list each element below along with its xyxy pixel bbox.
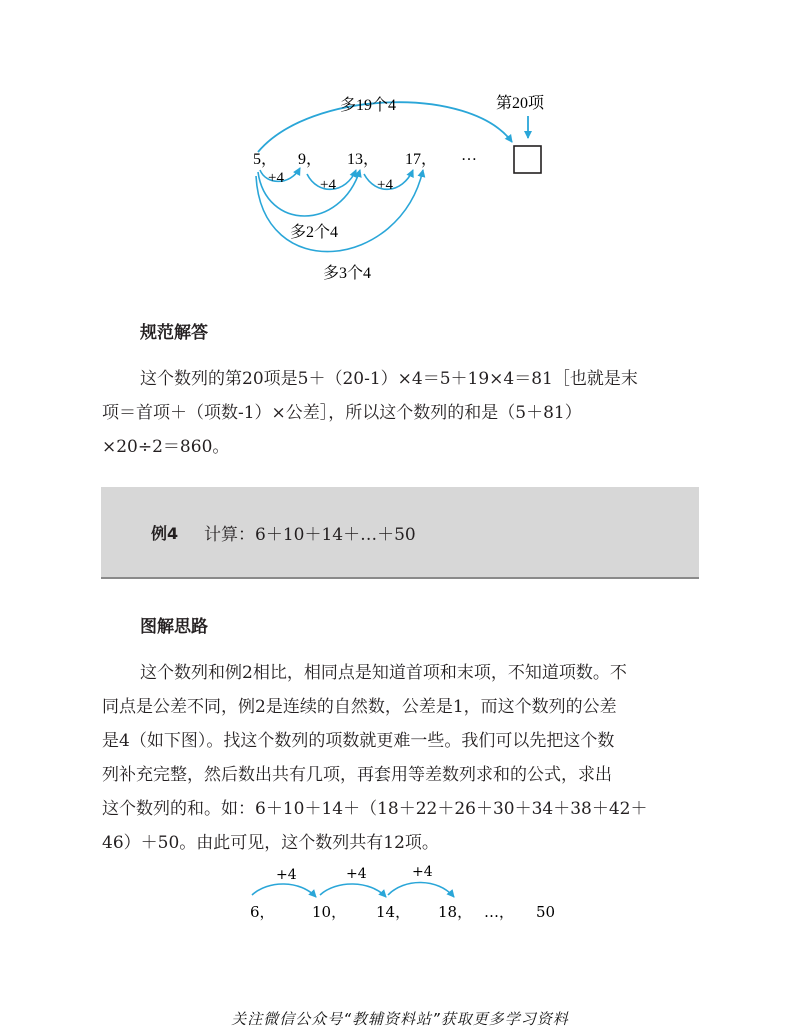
bottom-arc-3 <box>388 882 454 897</box>
approach-line-3: 是4（如下图）。找这个数列的项数就更难一些。我们可以先把这个数 <box>102 731 615 751</box>
bottom-term-4: 18， <box>438 903 473 921</box>
solution-line-1: 这个数列的第20项是5＋（20-1）×4＝5＋19×4＝81［也就是末 <box>140 369 638 389</box>
step-label-3: +4 <box>377 177 393 193</box>
box-label: 第20项 <box>496 95 545 112</box>
approach-line-5: 这个数列的和。如：6＋10＋14＋（18＋22＋26＋30＋34＋38＋42＋ <box>102 799 648 819</box>
seq-term-4: 17， <box>405 151 438 168</box>
approach-line-2: 同点是公差不同，例2是连续的自然数，公差是1，而这个数列的公差 <box>102 697 617 717</box>
bottom-step-2: +4 <box>346 866 367 882</box>
top-sequence-diagram <box>0 0 800 300</box>
seq-term-3: 13， <box>347 151 380 168</box>
bottom-term-3: 14， <box>376 903 411 921</box>
solution-title: 规范解答 <box>140 323 208 343</box>
bottom-term-2: 10， <box>312 903 347 921</box>
bottom-term-last: 50 <box>536 903 556 921</box>
arc3-label: 多3个4 <box>323 265 372 282</box>
approach-line-4: 列补充完整，然后数出共有几项，再套用等差数列求和的公式，求出 <box>102 765 612 785</box>
footer-notice: 关注微信公众号“教辅资料站”获取更多学习资料 <box>231 1010 569 1028</box>
solution-line-2: 项＝首项＋（项数-1）×公差］，所以这个数列的和是（5＋81） <box>102 403 582 423</box>
bottom-arc-1 <box>252 884 316 897</box>
step-label-1: +4 <box>268 170 284 186</box>
example-text: 计算：6＋10＋14＋…＋50 <box>204 525 416 545</box>
approach-line-6: 46）＋50。由此可见，这个数列共有12项。 <box>102 833 439 853</box>
arc2-label: 多2个4 <box>290 224 339 241</box>
bottom-step-1: +4 <box>276 867 297 883</box>
top-arc-label: 多19个4 <box>340 97 397 114</box>
solution-line-3: ×20÷2＝860。 <box>102 437 230 457</box>
step-label-2: +4 <box>320 177 336 193</box>
solution-paragraph <box>102 362 702 464</box>
bottom-ellipsis: …， <box>484 903 515 921</box>
seq-ellipsis: … <box>461 147 477 164</box>
seq-term-2: 9， <box>298 151 323 168</box>
bottom-term-1: 6， <box>250 903 275 921</box>
bottom-sequence-diagram <box>0 855 800 935</box>
seq-term-1: 5， <box>253 151 278 168</box>
example-label: 例4 <box>151 524 179 543</box>
approach-title: 图解思路 <box>140 617 208 637</box>
example-4-box <box>101 487 699 579</box>
bottom-arc-2 <box>320 884 386 897</box>
bottom-step-3: +4 <box>412 864 433 880</box>
approach-paragraph <box>102 656 702 860</box>
answer-box <box>514 146 541 173</box>
approach-line-1: 这个数列和例2相比，相同点是知道首项和末项，不知道项数。不 <box>140 663 627 683</box>
